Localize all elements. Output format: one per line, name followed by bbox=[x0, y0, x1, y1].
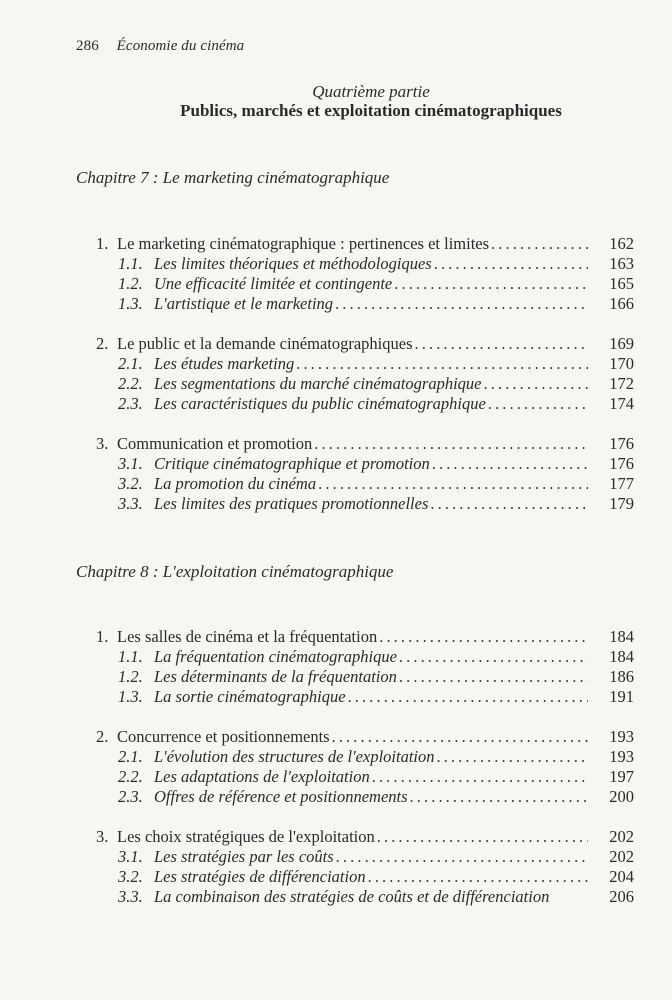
toc-subsection-entry bbox=[118, 374, 634, 394]
subsection-number: 1.3. bbox=[118, 687, 143, 706]
subsection-page: 165 bbox=[609, 274, 634, 293]
subsection-label: Les limites des pratiques promotionnelles bbox=[154, 494, 429, 513]
subsection-label: L'artistique et le marketing bbox=[154, 294, 334, 313]
subsection-number: 2.2. bbox=[118, 767, 143, 786]
subsection-number: 3.2. bbox=[118, 474, 143, 493]
subsection-label: Les adaptations de l'exploitation bbox=[154, 767, 370, 786]
subsection-number: 3.3. bbox=[118, 887, 143, 906]
dot-leader bbox=[399, 647, 588, 667]
subsection-page: 186 bbox=[609, 667, 634, 686]
subsection-number: 1.1. bbox=[118, 647, 143, 666]
subsection-page: 206 bbox=[609, 887, 634, 906]
toc-subsection-entry bbox=[118, 847, 634, 867]
subsection-page: 197 bbox=[609, 767, 634, 786]
dot-leader bbox=[377, 827, 588, 847]
subsection-number: 1.2. bbox=[118, 274, 143, 293]
section-number: 3. bbox=[96, 827, 109, 846]
toc-subsection-entry bbox=[118, 254, 634, 274]
toc-section-entry bbox=[96, 727, 634, 747]
toc-section-entry bbox=[96, 234, 634, 254]
toc-subsection-entry bbox=[118, 647, 634, 667]
dot-leader bbox=[348, 687, 588, 707]
subsection-number: 3.2. bbox=[118, 867, 143, 886]
section-label: Le marketing cinématographique : pertinences et limites bbox=[117, 234, 490, 253]
subsection-label: La fréquentation cinématographique bbox=[154, 647, 397, 666]
toc-subsection-entry bbox=[118, 867, 634, 887]
toc-subsection-entry bbox=[118, 494, 634, 514]
toc-subsection-entry bbox=[118, 454, 634, 474]
dot-leader bbox=[430, 494, 588, 514]
dot-leader bbox=[437, 747, 589, 767]
dot-leader bbox=[372, 767, 588, 787]
subsection-label: Les segmentations du marché cinématographique bbox=[154, 374, 482, 393]
dot-leader bbox=[394, 274, 588, 294]
section-number: 1. bbox=[96, 234, 109, 253]
toc-section-entry bbox=[96, 434, 634, 454]
toc-subsection-entry bbox=[118, 687, 634, 707]
section-page: 162 bbox=[609, 234, 634, 253]
subsection-number: 3.1. bbox=[118, 454, 143, 473]
subsection-number: 1.2. bbox=[118, 667, 143, 686]
subsection-page: 176 bbox=[609, 454, 634, 473]
subsection-page: 202 bbox=[609, 847, 634, 866]
dot-leader bbox=[434, 254, 588, 274]
dot-leader bbox=[484, 374, 588, 394]
section-label: Les choix stratégiques de l'exploitation bbox=[117, 827, 375, 846]
dot-leader bbox=[415, 334, 588, 354]
subsection-label: L'évolution des structures de l'exploitation bbox=[154, 747, 435, 766]
dot-leader bbox=[488, 394, 588, 414]
section-page: 193 bbox=[609, 727, 634, 746]
subsection-page: 170 bbox=[609, 354, 634, 373]
dot-leader bbox=[410, 787, 588, 807]
subsection-number: 2.1. bbox=[118, 747, 143, 766]
subsection-number: 2.3. bbox=[118, 787, 143, 806]
subsection-label: La promotion du cinéma bbox=[154, 474, 317, 493]
section-page: 176 bbox=[609, 434, 634, 453]
dot-leader bbox=[379, 627, 588, 647]
dot-leader bbox=[332, 727, 588, 747]
subsection-label: Offres de référence et positionnements bbox=[154, 787, 408, 806]
subsection-label: Les stratégies par les coûts bbox=[154, 847, 334, 866]
dot-leader bbox=[296, 354, 588, 374]
subsection-number: 2.1. bbox=[118, 354, 143, 373]
subsection-label: Critique cinématographique et promotion bbox=[154, 454, 430, 473]
toc-subsection-entry bbox=[118, 394, 634, 414]
dot-leader bbox=[399, 667, 588, 687]
subsection-page: 166 bbox=[609, 294, 634, 313]
subsection-label: La sortie cinématographique bbox=[154, 687, 346, 706]
subsection-label: Les déterminants de la fréquentation bbox=[154, 667, 397, 686]
subsection-label: Les limites théoriques et méthodologiques bbox=[154, 254, 432, 273]
subsection-number: 3.1. bbox=[118, 847, 143, 866]
subsection-page: 179 bbox=[609, 494, 634, 513]
toc-subsection-entry bbox=[118, 767, 634, 787]
toc-subsection-entry bbox=[118, 354, 634, 374]
subsection-page: 174 bbox=[609, 394, 634, 413]
subsection-page: 204 bbox=[609, 867, 634, 886]
toc-subsection-entry bbox=[118, 887, 634, 907]
section-label: Communication et promotion bbox=[117, 434, 313, 453]
toc-section-entry bbox=[96, 827, 634, 847]
toc-section-entry bbox=[96, 334, 634, 354]
subsection-page: 177 bbox=[609, 474, 634, 493]
running-head bbox=[76, 38, 244, 55]
subsection-page: 193 bbox=[609, 747, 634, 766]
dot-leader bbox=[314, 434, 588, 454]
subsection-label: La combinaison des stratégies de coûts et de différenciation bbox=[154, 887, 550, 906]
section-number: 1. bbox=[96, 627, 109, 646]
subsection-number: 1.1. bbox=[118, 254, 143, 273]
dot-leader bbox=[335, 294, 588, 314]
dot-leader bbox=[491, 234, 588, 254]
toc-subsection-entry bbox=[118, 667, 634, 687]
subsection-number: 1.3. bbox=[118, 294, 143, 313]
section-label: Le public et la demande cinématographiques bbox=[117, 334, 413, 353]
section-number: 2. bbox=[96, 727, 109, 746]
section-number: 3. bbox=[96, 434, 109, 453]
section-page: 169 bbox=[609, 334, 634, 353]
subsection-label: Les stratégies de différenciation bbox=[154, 867, 366, 886]
toc-subsection-entry bbox=[118, 474, 634, 494]
subsection-page: 172 bbox=[609, 374, 634, 393]
chapter-title: Chapitre 8 : L'exploitation cinématographique bbox=[76, 562, 394, 581]
dot-leader bbox=[432, 454, 588, 474]
section-label: Concurrence et positionnements bbox=[117, 727, 330, 746]
part-label: Quatrième partie bbox=[312, 82, 430, 101]
dot-leader bbox=[318, 474, 588, 494]
subsection-label: Les caractéristiques du public cinématographique bbox=[154, 394, 486, 413]
subsection-page: 191 bbox=[609, 687, 634, 706]
part-title: Publics, marchés et exploitation cinématographiques bbox=[180, 101, 562, 120]
book-title: Économie du cinéma bbox=[116, 38, 245, 54]
toc-subsection-entry bbox=[118, 747, 634, 767]
toc-section-entry bbox=[96, 627, 634, 647]
subsection-page: 184 bbox=[609, 647, 634, 666]
subsection-page: 163 bbox=[609, 254, 634, 273]
subsection-label: Les études marketing bbox=[154, 354, 295, 373]
toc-subsection-entry bbox=[118, 787, 634, 807]
subsection-number: 2.2. bbox=[118, 374, 143, 393]
subsection-page: 200 bbox=[609, 787, 634, 806]
section-label: Les salles de cinéma et la fréquentation bbox=[117, 627, 378, 646]
toc-subsection-entry bbox=[118, 294, 634, 314]
chapter-title: Chapitre 7 : Le marketing cinématographique bbox=[76, 168, 390, 187]
subsection-number: 3.3. bbox=[118, 494, 143, 513]
subsection-label: Une efficacité limitée et contingente bbox=[154, 274, 393, 293]
dot-leader bbox=[368, 867, 588, 887]
toc-subsection-entry bbox=[118, 274, 634, 294]
subsection-number: 2.3. bbox=[118, 394, 143, 413]
section-page: 184 bbox=[609, 627, 634, 646]
section-number: 2. bbox=[96, 334, 109, 353]
dot-leader bbox=[336, 847, 588, 867]
page-number: 286 bbox=[76, 38, 99, 54]
section-page: 202 bbox=[609, 827, 634, 846]
